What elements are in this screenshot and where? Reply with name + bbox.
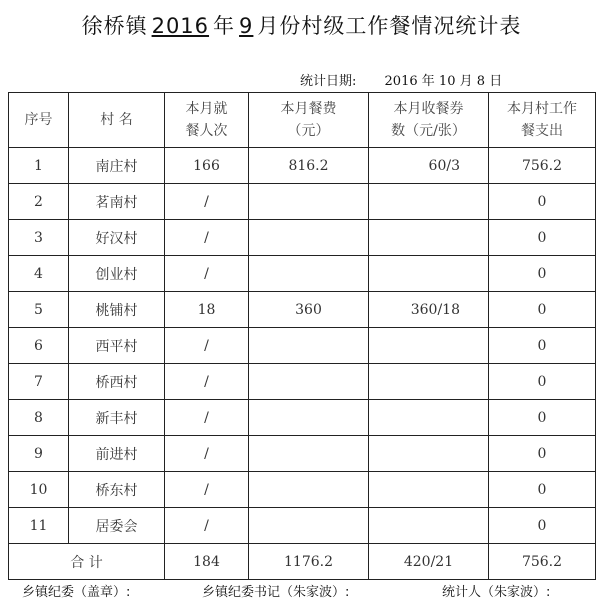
table-row xyxy=(9,148,596,184)
cell-diners: / xyxy=(165,220,249,256)
total-label: 合 计 xyxy=(9,544,165,580)
cell-no: 1 xyxy=(9,148,69,184)
cell-fee xyxy=(249,364,369,400)
cell-fee xyxy=(249,508,369,544)
cell-no: 2 xyxy=(9,184,69,220)
stat-date-year-unit: 年 xyxy=(421,74,435,89)
stat-date-day: 8 xyxy=(476,74,486,89)
stat-date-label: 统计日期: xyxy=(300,74,357,89)
cell-no: 5 xyxy=(9,292,69,328)
statistics-table xyxy=(8,92,596,580)
cell-village: 创业村 xyxy=(69,256,165,292)
cell-village: 桥西村 xyxy=(69,364,165,400)
cell-village: 居委会 xyxy=(69,508,165,544)
cell-expense: 0 xyxy=(489,328,596,364)
cell-no: 3 xyxy=(9,220,69,256)
title-town: 徐桥镇 xyxy=(81,14,148,38)
title-year: 2016 xyxy=(151,14,210,38)
total-fee: 1176.2 xyxy=(249,544,369,580)
cell-coupons xyxy=(369,328,489,364)
table-row xyxy=(9,472,596,508)
cell-fee: 816.2 xyxy=(249,148,369,184)
cell-fee xyxy=(249,436,369,472)
cell-coupons xyxy=(369,184,489,220)
cell-expense: 0 xyxy=(489,508,596,544)
stat-date-month: 10 xyxy=(438,74,456,89)
cell-village: 桃铺村 xyxy=(69,292,165,328)
table-row xyxy=(9,508,596,544)
committee-seal-label: 乡镇纪委（盖章）: xyxy=(22,585,131,600)
cell-diners: / xyxy=(165,364,249,400)
cell-coupons xyxy=(369,436,489,472)
total-diners: 184 xyxy=(165,544,249,580)
cell-no: 6 xyxy=(9,328,69,364)
stat-date-year: 2016 xyxy=(384,74,418,89)
title-year-suffix: 年 xyxy=(213,14,236,38)
cell-expense: 0 xyxy=(489,220,596,256)
table-row xyxy=(9,220,596,256)
cell-coupons xyxy=(369,472,489,508)
cell-expense: 756.2 xyxy=(489,148,596,184)
header-no: 序号 xyxy=(9,93,69,148)
stat-date-month-unit: 月 xyxy=(459,74,473,89)
cell-diners: 166 xyxy=(165,148,249,184)
cell-no: 8 xyxy=(9,400,69,436)
cell-expense: 0 xyxy=(489,436,596,472)
title-rest: 月份村级工作餐情况统计表 xyxy=(257,14,522,38)
cell-expense: 0 xyxy=(489,184,596,220)
stat-date-day-unit: 日 xyxy=(489,74,503,89)
cell-fee: 360 xyxy=(249,292,369,328)
cell-coupons: 360/18 xyxy=(369,292,489,328)
cell-fee xyxy=(249,184,369,220)
title-month: 9 xyxy=(239,14,254,38)
cell-diners: / xyxy=(165,328,249,364)
cell-village: 西平村 xyxy=(69,328,165,364)
total-expense: 756.2 xyxy=(489,544,596,580)
cell-no: 4 xyxy=(9,256,69,292)
cell-no: 11 xyxy=(9,508,69,544)
header-row xyxy=(9,93,596,148)
cell-expense: 0 xyxy=(489,292,596,328)
cell-fee xyxy=(249,472,369,508)
page-title xyxy=(0,10,603,40)
cell-village: 桥东村 xyxy=(69,472,165,508)
cell-coupons xyxy=(369,400,489,436)
table-row xyxy=(9,400,596,436)
header-expense: 本月村工作 餐支出 xyxy=(489,93,596,148)
total-row xyxy=(9,544,596,580)
table-row xyxy=(9,184,596,220)
cell-expense: 0 xyxy=(489,256,596,292)
cell-fee xyxy=(249,400,369,436)
header-fee: 本月餐费 （元） xyxy=(249,93,369,148)
cell-expense: 0 xyxy=(489,364,596,400)
cell-coupons xyxy=(369,508,489,544)
cell-fee xyxy=(249,256,369,292)
table-row xyxy=(9,436,596,472)
cell-village: 前进村 xyxy=(69,436,165,472)
header-diners: 本月就 餐人次 xyxy=(165,93,249,148)
cell-fee xyxy=(249,328,369,364)
total-coupons: 420/21 xyxy=(369,544,489,580)
cell-diners: / xyxy=(165,472,249,508)
cell-village: 茗南村 xyxy=(69,184,165,220)
cell-expense: 0 xyxy=(489,400,596,436)
cell-coupons xyxy=(369,256,489,292)
cell-coupons xyxy=(369,220,489,256)
cell-village: 新丰村 xyxy=(69,400,165,436)
cell-diners: / xyxy=(165,400,249,436)
cell-coupons: 60/3 xyxy=(369,148,489,184)
cell-village: 好汉村 xyxy=(69,220,165,256)
cell-diners: 18 xyxy=(165,292,249,328)
stat-date xyxy=(300,70,600,89)
secretary-label: 乡镇纪委书记（朱家波）: xyxy=(202,585,350,600)
header-village: 村 名 xyxy=(69,93,165,148)
cell-diners: / xyxy=(165,508,249,544)
cell-no: 7 xyxy=(9,364,69,400)
table-row xyxy=(9,256,596,292)
header-coupons: 本月收餐券 数（元/张） xyxy=(369,93,489,148)
cell-no: 10 xyxy=(9,472,69,508)
cell-no: 9 xyxy=(9,436,69,472)
table-row xyxy=(9,328,596,364)
cell-diners: / xyxy=(165,256,249,292)
cell-coupons xyxy=(369,364,489,400)
cell-expense: 0 xyxy=(489,472,596,508)
table-row xyxy=(9,364,596,400)
cell-fee xyxy=(249,220,369,256)
table-row xyxy=(9,292,596,328)
cell-diners: / xyxy=(165,184,249,220)
cell-diners: / xyxy=(165,436,249,472)
cell-village: 南庄村 xyxy=(69,148,165,184)
statistician-label: 统计人（朱家波）: xyxy=(442,585,551,600)
